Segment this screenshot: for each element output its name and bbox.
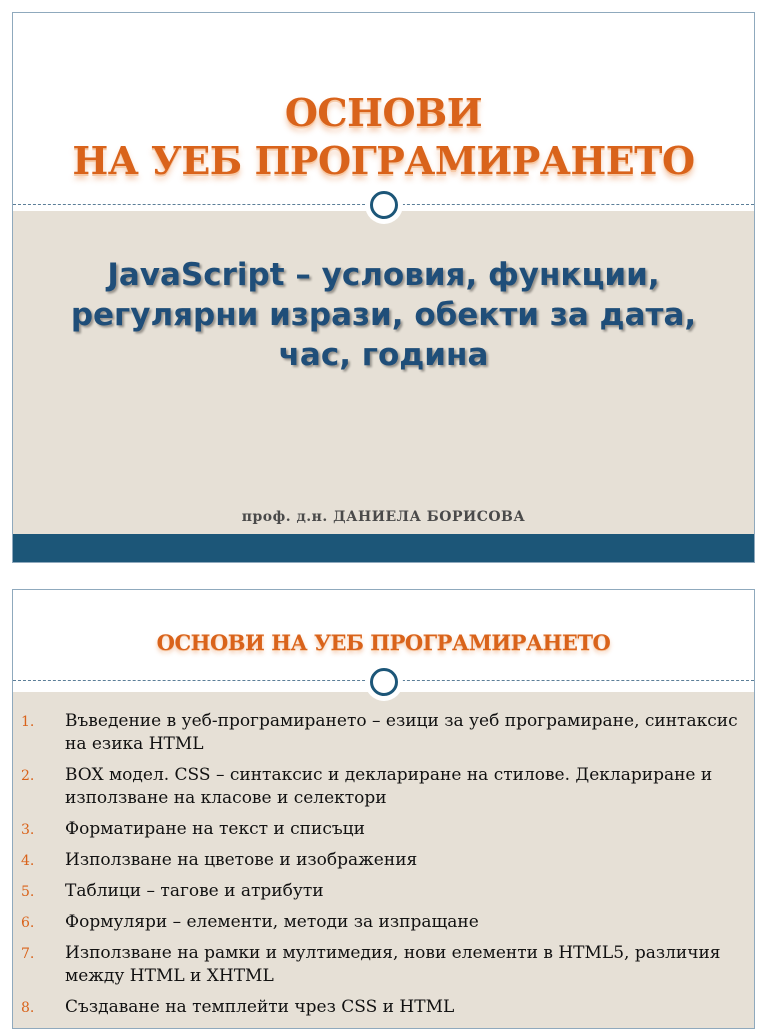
lecture-subtitle-line-3: час, година <box>278 337 489 373</box>
lecture-subtitle <box>25 255 742 375</box>
list-item <box>13 849 754 872</box>
author-name: проф. д.н. ДАНИЕЛА БОРИСОВА <box>241 509 526 525</box>
title-slide-header <box>13 13 754 206</box>
lecture-subtitle-line-1: JavaScript – условия, функции, <box>107 257 660 293</box>
list-item-text: Форматиране на текст и списъци <box>65 819 365 839</box>
list-item-text: Използване на цветове и изображения <box>65 850 418 870</box>
list-item-text: Таблици – тагове и атрибути <box>65 881 324 901</box>
list-number: 5. <box>21 884 35 900</box>
list-item <box>13 911 754 934</box>
list-number: 8. <box>21 1000 35 1016</box>
course-title-line-2: НА УЕБ ПРОГРАМИРАНЕТО <box>72 138 695 183</box>
footer-band <box>13 534 754 562</box>
contents-body <box>13 692 754 1029</box>
list-number: 1. <box>21 714 35 730</box>
list-number: 3. <box>21 822 35 838</box>
course-title-line-1: ОСНОВИ <box>284 90 483 135</box>
list-item <box>13 764 754 810</box>
list-item-text: Създаване на темплейти чрез CSS и HTML <box>65 997 455 1017</box>
list-number: 6. <box>21 915 35 931</box>
list-number: 7. <box>21 946 35 962</box>
contents-slide <box>12 589 755 1029</box>
list-item-text: Формуляри – елементи, методи за изпращане <box>65 912 479 932</box>
list-item <box>13 996 754 1019</box>
list-item-text: Въведение в уеб-програмирането – езици за уеб програмиране, синтаксис на езика HTML <box>65 711 738 754</box>
list-number: 2. <box>21 768 35 784</box>
topics-list <box>13 710 754 1027</box>
circle-ring-icon <box>365 186 403 224</box>
list-item <box>13 710 754 756</box>
title-slide-body <box>13 211 754 536</box>
list-item <box>13 942 754 988</box>
list-item-text: BOX модел. CSS – синтаксис и деклариране на стилове. Деклариране и използване на класове и селектори <box>65 765 713 808</box>
lecture-subtitle-line-2: регулярни изрази, обекти за дата, <box>70 297 697 333</box>
list-item-text: Използване на рамки и мултимедия, нови елементи в HTML5, различия между HTML и XHTML <box>65 943 721 986</box>
list-item <box>13 880 754 903</box>
circle-ring-icon <box>365 663 403 701</box>
list-item <box>13 818 754 841</box>
course-title <box>13 89 754 185</box>
contents-title: ОСНОВИ НА УЕБ ПРОГРАМИРАНЕТО <box>156 630 611 655</box>
list-number: 4. <box>21 853 35 869</box>
title-slide <box>12 12 755 563</box>
